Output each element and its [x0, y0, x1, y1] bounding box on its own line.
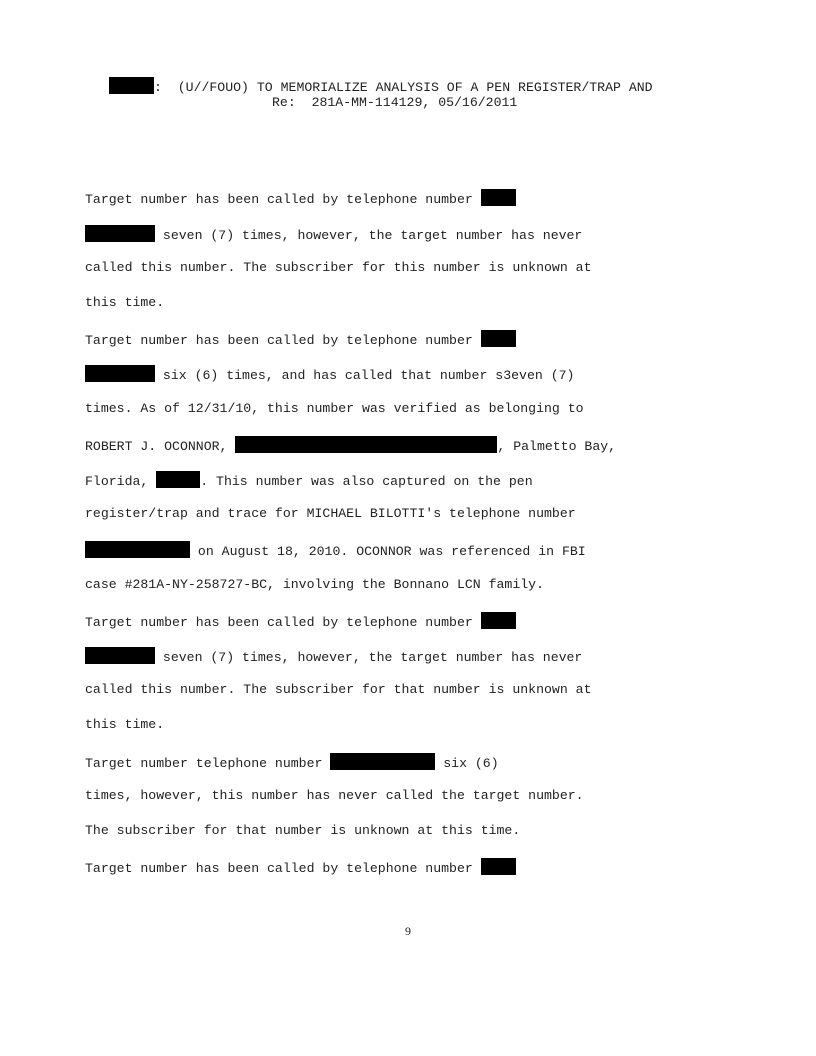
- body-line: times, however, this number has never called the target number.: [85, 788, 584, 803]
- redaction-block: [481, 189, 516, 206]
- redaction-block: [330, 753, 435, 770]
- body-line: times. As of 12/31/10, this number was verified as belonging to: [85, 401, 584, 416]
- redaction-block: [235, 436, 497, 453]
- redaction-block: [85, 225, 155, 242]
- body-line: this time.: [85, 295, 165, 310]
- body-line: case #281A-NY-258727-BC, involving the Bonnano LCN family.: [85, 577, 544, 592]
- body-line: [85, 471, 533, 490]
- body-line: [85, 753, 499, 772]
- body-line: called this number. The subscriber for that number is unknown at: [85, 682, 592, 697]
- redaction-block: [85, 541, 190, 558]
- body-text: Target number has been called by telephone number: [85, 192, 481, 207]
- page-number: 9: [405, 924, 411, 938]
- body-text: Target number telephone number: [85, 756, 331, 771]
- body-text: six (6): [435, 756, 499, 771]
- redaction-block: [85, 365, 155, 382]
- redaction-block: [481, 330, 516, 347]
- redaction-block: [85, 647, 155, 664]
- body-line: register/trap and trace for MICHAEL BILOTTI's telephone number: [85, 506, 576, 521]
- body-text: ROBERT J. OCONNOR,: [85, 439, 236, 454]
- body-line: [85, 647, 582, 666]
- body-line: this time.: [85, 717, 165, 732]
- body-text: Florida,: [85, 474, 157, 489]
- body-line: [85, 541, 586, 560]
- body-line: [85, 225, 582, 244]
- header-subject: : (U//FOUO) TO MEMORIALIZE ANALYSIS OF A PEN REGISTER/TRAP AND: [154, 80, 653, 95]
- body-text: seven (7) times, however, the target number has never: [155, 650, 583, 665]
- body-text: Target number has been called by telephone number: [85, 615, 481, 630]
- body-line: [85, 330, 516, 349]
- body-text: Target number has been called by telephone number: [85, 333, 481, 348]
- body-line: [85, 436, 616, 455]
- body-text: on August 18, 2010. OCONNOR was referenced in FBI: [190, 544, 586, 559]
- header-reference: Re: 281A-MM-114129, 05/16/2011: [272, 95, 518, 110]
- body-line: [85, 365, 574, 384]
- body-line: called this number. The subscriber for this number is unknown at: [85, 260, 592, 275]
- body-text: . This number was also captured on the pen: [200, 474, 533, 489]
- body-line: [85, 612, 516, 631]
- body-text: seven (7) times, however, the target number has never: [155, 228, 583, 243]
- body-line: [85, 858, 516, 877]
- body-line: The subscriber for that number is unknown at this time.: [85, 823, 521, 838]
- redaction-block: [156, 471, 200, 488]
- body-text: , Palmetto Bay,: [497, 439, 617, 454]
- body-text: six (6) times, and has called that number s3even (7): [155, 368, 575, 383]
- redaction-block: [481, 858, 516, 875]
- body-text: Target number has been called by telephone number: [85, 861, 481, 876]
- body-line: [85, 189, 516, 208]
- redaction-block: [481, 612, 516, 629]
- header-line-2: [0, 79, 816, 111]
